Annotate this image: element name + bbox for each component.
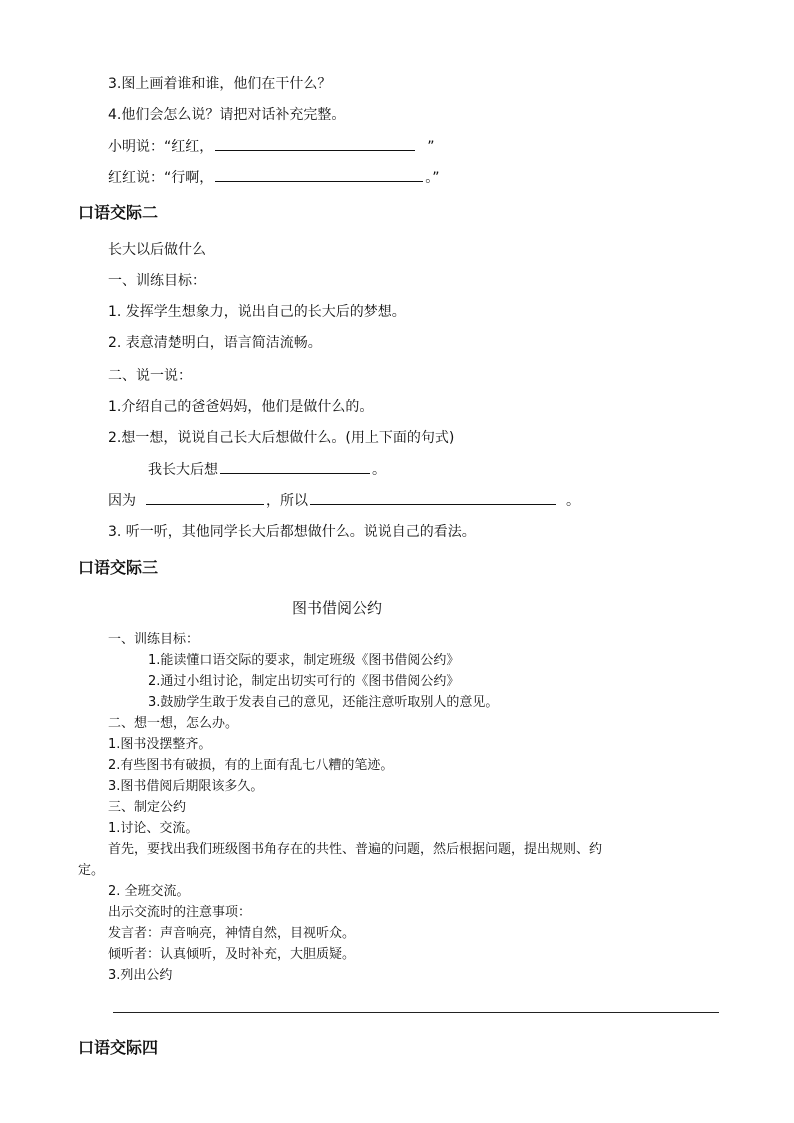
goal-item: 2. 表意清楚明白，语言简洁流畅。 [108,335,322,351]
dialogue-xiaoming [108,136,435,157]
goals-label: 一、训练目标： [108,273,206,289]
pattern-2-tail: 。 [566,493,580,509]
fill-blank[interactable] [146,490,264,505]
say-item: 3. 听一听，其他同学长大后都想做什么。说说自己的看法。 [108,524,476,540]
paragraph-line: 定。 [78,863,105,878]
goal-item: 3.鼓励学生敢于发表自己的意见，还能注意听取别人的意见。 [148,695,499,710]
dialogue-honghong-tail: 。” [425,170,440,186]
speaker-note: 发言者：声音响亮，神情自然，目视听众。 [108,926,356,941]
notes-label: 出示交流时的注意事项： [108,905,252,920]
make-item: 2. 全班交流。 [108,884,190,899]
make-item: 1.讨论、交流。 [108,821,199,836]
section-heading-4: 口语交际四 [78,1038,159,1057]
make-label: 三、制定公约 [108,800,187,815]
fill-blank[interactable] [215,136,415,151]
sentence-pattern-1 [148,459,386,480]
pattern-2-lead: 因为 [108,493,136,509]
think-label: 二、想一想，怎么办。 [108,716,239,731]
pattern-1-lead: 我长大后想 [148,462,218,478]
dialogue-xiaoming-lead: 小明说：“红红， [108,139,214,155]
fill-blank[interactable] [215,167,423,182]
dialogue-xiaoming-tail: ” [427,139,435,155]
section-heading-3: 口语交际三 [78,558,159,577]
say-item: 1.介绍自己的爸爸妈妈，他们是做什么的。 [108,399,374,415]
question-4: 4.他们会怎么说？请把对话补充完整。 [108,107,346,123]
goals-label: 一、训练目标： [108,632,200,647]
writing-line[interactable] [113,1012,719,1013]
dialogue-honghong-lead: 红红说：“行啊， [108,170,214,186]
section-title-2: 长大以后做什么 [108,242,206,258]
section-heading-2: 口语交际二 [78,203,159,222]
sentence-pattern-2 [108,490,580,511]
dialogue-honghong [108,167,440,188]
say-label: 二、说一说： [108,368,192,384]
fill-blank[interactable] [220,459,370,474]
paragraph-line: 首先，要找出我们班级图书角存在的共性、普遍的问题，然后根据问题，提出规则、约 [108,842,603,857]
goal-item: 1. 发挥学生想象力，说出自己的长大后的梦想。 [108,304,406,320]
listener-note: 倾听者：认真倾听，及时补充，大胆质疑。 [108,947,356,962]
goal-item: 1.能读懂口语交际的要求，制定班级《图书借阅公约》 [148,653,460,668]
fill-blank[interactable] [310,490,556,505]
think-item: 1.图书没摆整齐。 [108,737,212,752]
pattern-1-tail: 。 [372,462,386,478]
say-item: 2.想一想，说说自己长大后想做什么。(用上下面的句式) [108,430,455,446]
make-item: 3.列出公约 [108,968,173,983]
question-3: 3.图上画着谁和谁，他们在干什么？ [108,76,332,92]
pattern-2-mid: ，所以 [266,493,308,509]
section-title-3: 图书借阅公约 [292,599,383,617]
think-item: 2.有些图书有破损，有的上面有乱七八糟的笔迹。 [108,758,394,773]
think-item: 3.图书借阅后期限该多久。 [108,779,264,794]
goal-item: 2.通过小组讨论，制定出切实可行的《图书借阅公约》 [148,674,460,689]
